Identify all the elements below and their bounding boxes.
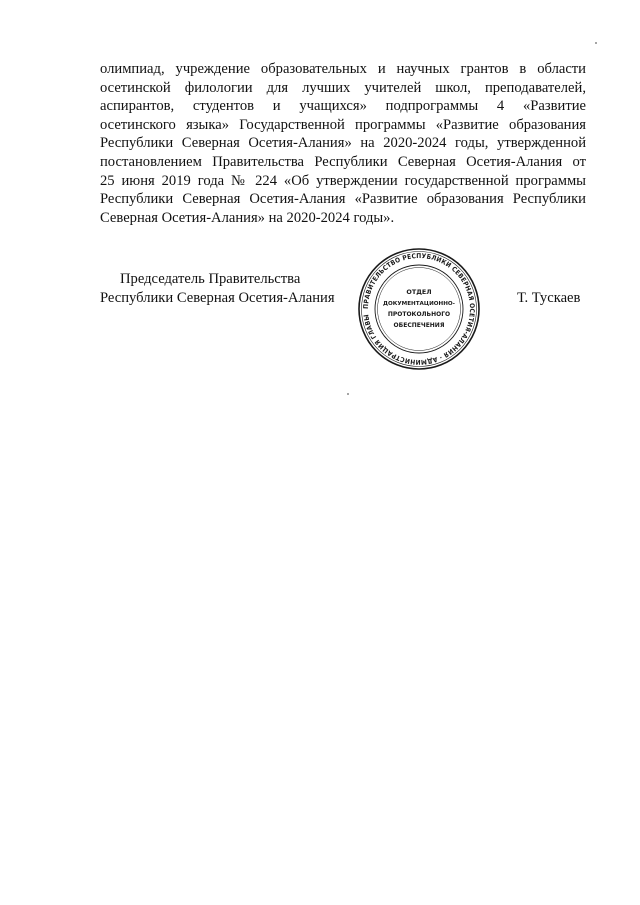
paragraph-line: осетинского языка» Государственной программы «Развитие образования <box>100 116 586 133</box>
stamp-center-line: ДОКУМЕНТАЦИОННО- <box>383 301 455 307</box>
stamp-center-line: ОБЕСПЕЧЕНИЯ <box>393 322 445 329</box>
stamp-center-line: ПРОТОКОЛЬНОГО <box>387 311 451 318</box>
stamp-ring-text: ПРАВИТЕЛЬСТВО РЕСПУБЛИКИ СЕВЕРНАЯ ОСЕТИЯ-АЛАНИЯ · АДМИНИСТРАЦИЯ ГЛАВЫ <box>361 251 477 367</box>
signatory-title <box>100 270 335 308</box>
official-stamp <box>357 247 481 371</box>
body-paragraph <box>100 60 586 227</box>
stamp-center-line: ОТДЕЛ <box>406 288 432 296</box>
scan-speck <box>347 393 349 395</box>
signatory-title-line1: Председатель Правительства <box>120 271 301 287</box>
signatory-title-line2: Республики Северная Осетия-Алания <box>100 290 335 306</box>
paragraph-line: постановлением Правительства Республики Северная Осетия-Алания от <box>100 153 586 170</box>
paragraph-line: Северная Осетия-Алания» на 2020-2024 годы». <box>100 209 395 226</box>
paragraph-line: олимпиад, учреждение образовательных и научных грантов в области <box>100 61 586 77</box>
paragraph-line: 25 июня 2019 года № 224 «Об утверждении государственной программы <box>100 172 586 189</box>
paragraph-line: аспирантов, студентов и учащихся» подпрограммы 4 «Развитие <box>100 98 586 115</box>
signatory-name: Т. Тускаев <box>517 290 581 306</box>
paragraph-line: Республики Северная Осетия-Алания «Развитие образования Республики <box>100 191 586 208</box>
scan-speck <box>595 42 597 44</box>
paragraph-line: Республики Северная Осетия-Алания» на 2020-2024 годы, утвержденной <box>100 135 586 152</box>
paragraph-line: осетинской филологии для лучших учителей школ, преподавателей, <box>100 79 586 96</box>
